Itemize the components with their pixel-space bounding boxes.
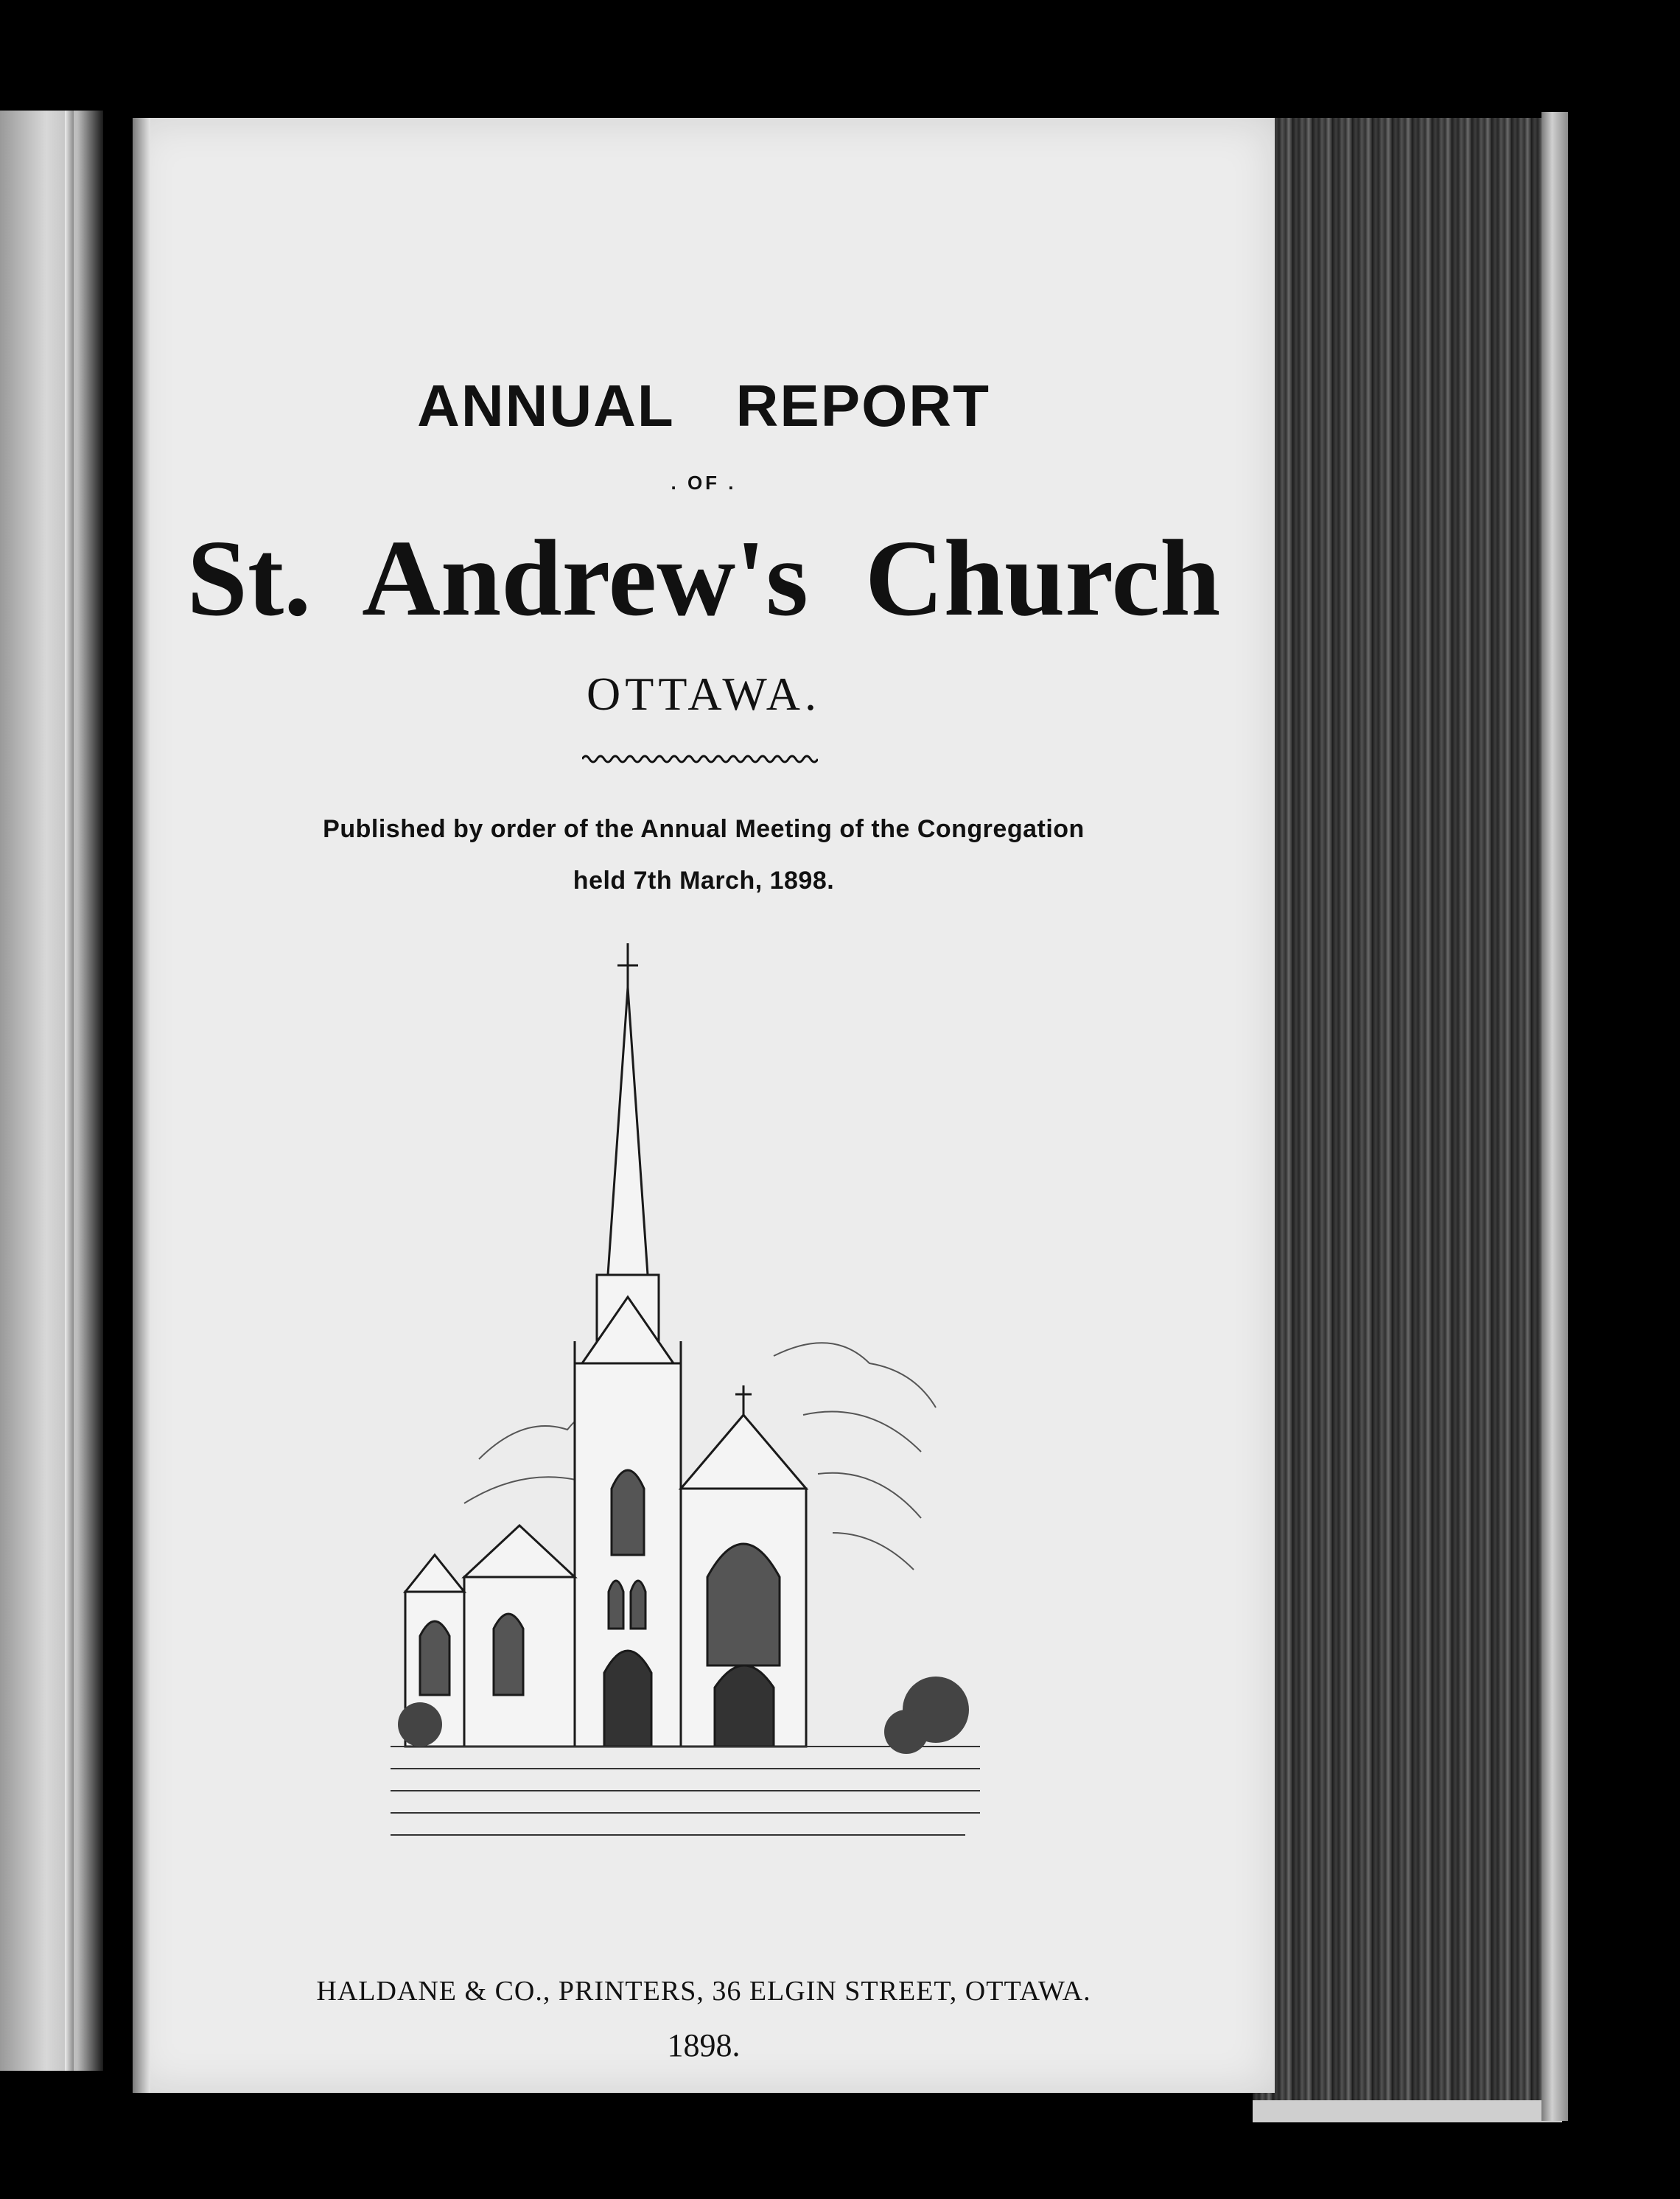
- church-name: St. Andrew's Church: [186, 518, 1221, 639]
- printer-imprint: HALDANE & CO., PRINTERS, 36 ELGIN STREET, OTTAWA.: [316, 1976, 1091, 2007]
- publication-note-line-2: held 7th March, 1898.: [573, 867, 835, 895]
- of-line: . OF .: [671, 472, 737, 494]
- title-page: [133, 118, 1275, 2093]
- publication-year: 1898.: [667, 2027, 741, 2063]
- publication-note-line-1: Published by order of the Annual Meeting of the Congregation: [323, 815, 1085, 843]
- publication-note: [133, 803, 1275, 906]
- book-page-stack: [1253, 118, 1562, 2115]
- church-engraving-icon: [391, 943, 980, 1916]
- report-title: ANNUAL REPORT: [417, 373, 990, 438]
- facing-page-edge: [0, 111, 103, 2071]
- wavy-rule-icon: [582, 752, 818, 766]
- city-name: OTTAWA.: [587, 668, 821, 720]
